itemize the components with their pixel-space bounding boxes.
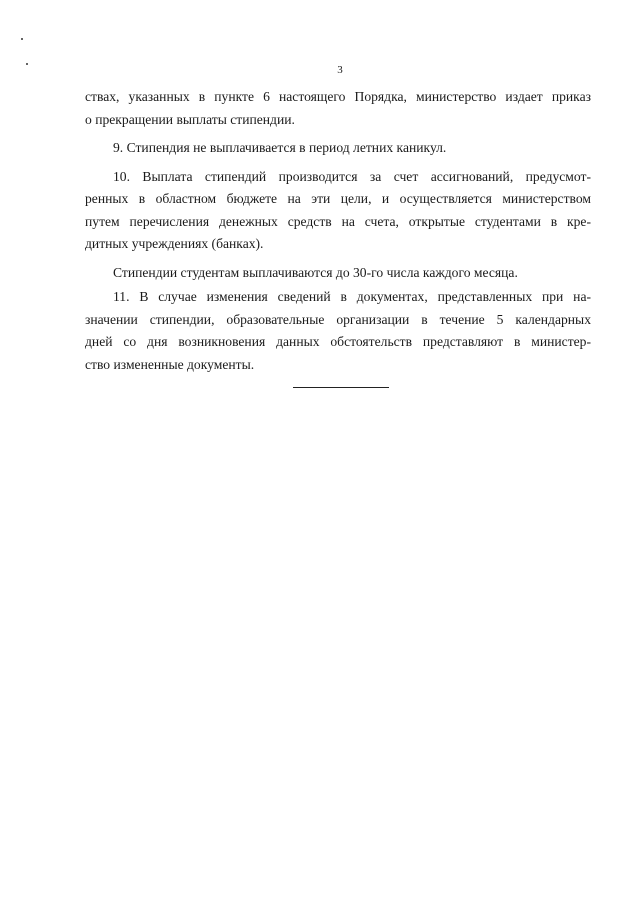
paragraph-line: значении стипендии, образовательные организации в течение 5 календарных [85,311,591,327]
paragraph-line: о прекращении выплаты стипендии. [85,111,295,127]
paragraph-line: 11. В случае изменения сведений в документах, представленных при на- [113,289,591,304]
paragraph-line: 10. Выплата стипендий производится за счет ассигнований, предусмот- [113,168,591,184]
paragraph-line: дитных учреждениях (банках). [85,236,264,251]
scan-speck [21,38,23,40]
paragraph-line: ствах, указанных в пункте 6 настоящего Порядка, министерство издает приказ [85,89,591,104]
paragraph-line: дней со дня возникновения данных обстоятельств представляют в министер- [85,334,591,349]
paragraph-9: 9. Стипендия не выплачивается в период летних каникул. [113,140,447,155]
end-of-text-rule [293,387,389,388]
paragraph-line: ство измененные документы. [85,356,255,372]
document-body [85,86,591,376]
page-number: 3 [337,64,343,76]
paragraph-line: ренных в областном бюджете на эти цели, и осуществляется министерством [85,191,591,206]
paragraph-line: Стипендии студентам выплачиваются до 30-го числа каждого месяца. [113,264,518,280]
paragraph-line: путем перечисления денежных средств на счета, открытые студентами в кре- [85,213,591,229]
